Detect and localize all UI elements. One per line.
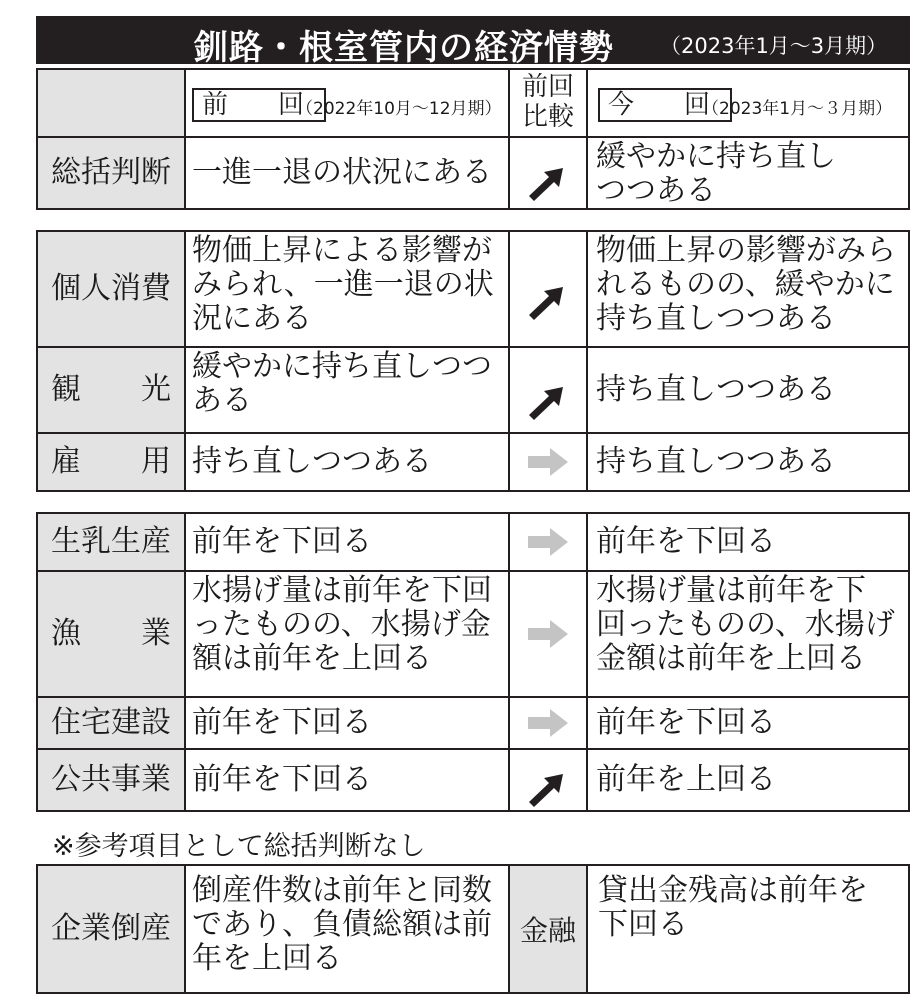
row-label: 個人消費 — [36, 230, 186, 348]
row-compare — [508, 432, 588, 492]
row-compare — [508, 570, 588, 698]
header-compare — [508, 68, 588, 138]
arrow-right-icon — [523, 703, 573, 743]
row-compare — [508, 748, 588, 812]
arrow-up-right-icon — [523, 768, 573, 808]
row-prev-status: 前年を下回る — [184, 512, 510, 572]
curr-label: 今 回 — [598, 88, 732, 122]
row-compare — [508, 136, 588, 210]
row-prev-status: 一進一退の状況にある — [184, 136, 510, 210]
row-compare — [508, 230, 588, 348]
title-period: （2023年1月〜3月期） — [660, 34, 888, 58]
row-label: 雇 用 — [36, 432, 186, 492]
row-prev-status: 前年を下回る — [184, 748, 510, 812]
arrow-right-icon — [523, 522, 573, 562]
row-compare — [508, 346, 588, 434]
arrow-right-icon — [523, 442, 573, 482]
row-prev-status: 物価上昇による影響が みられ、一進一退の状 況にある — [184, 230, 510, 348]
header-curr — [586, 68, 910, 138]
row-curr-status: 持ち直しつつある — [586, 346, 910, 434]
arrow-up-right-icon — [523, 281, 573, 321]
reference-label-left: 企業倒産 — [36, 864, 186, 994]
row-curr-status: 物価上昇の影響がみら れるものの、緩やかに 持ち直しつつある — [586, 230, 910, 348]
row-curr-status: 水揚げ量は前年を下 回ったものの、水揚げ 金額は前年を上回る — [586, 570, 910, 698]
reference-text-right: 貸出金残高は前年を 下回る — [586, 864, 910, 994]
row-label: 観 光 — [36, 346, 186, 434]
compare-line1: 前回 — [521, 72, 574, 102]
row-prev-status: 水揚げ量は前年を下回 ったものの、水揚げ金 額は前年を上回る — [184, 570, 510, 698]
row-compare — [508, 696, 588, 750]
header-prev — [184, 68, 510, 138]
arrow-up-right-icon — [523, 381, 573, 421]
row-label: 公共事業 — [36, 748, 186, 812]
row-label: 生乳生産 — [36, 512, 186, 572]
arrow-right-icon — [523, 614, 573, 654]
prev-period: （2022年10月〜12月期） — [296, 99, 502, 119]
row-curr-status: 持ち直しつつある — [586, 432, 910, 492]
reference-text-left: 倒産件数は前年と同数 であり、負債総額は前 年を上回る — [184, 864, 510, 994]
row-label: 総括判断 — [36, 136, 186, 210]
prev-label: 前 回 — [192, 88, 326, 122]
title-bar — [36, 16, 910, 68]
note-text: ※参考項目として総括判断なし — [52, 831, 426, 862]
row-curr-status: 緩やかに持ち直し つつある — [586, 136, 910, 210]
row-prev-status: 前年を下回る — [184, 696, 510, 750]
curr-period: （2023年1月〜３月期） — [702, 99, 893, 119]
row-curr-status: 前年を上回る — [586, 748, 910, 812]
arrow-up-right-icon — [523, 162, 573, 202]
row-prev-status: 持ち直しつつある — [184, 432, 510, 492]
row-curr-status: 前年を下回る — [586, 696, 910, 750]
row-curr-status: 前年を下回る — [586, 512, 910, 572]
compare-line2: 比較 — [521, 102, 574, 132]
row-compare — [508, 512, 588, 572]
row-prev-status: 緩やかに持ち直しつつ ある — [184, 346, 510, 434]
row-label: 漁 業 — [36, 570, 186, 698]
reference-label-right: 金融 — [508, 864, 588, 994]
row-label: 住宅建設 — [36, 696, 186, 750]
page-title: 釧路・根室管内の経済情勢 — [194, 28, 614, 68]
header-corner — [36, 68, 186, 138]
